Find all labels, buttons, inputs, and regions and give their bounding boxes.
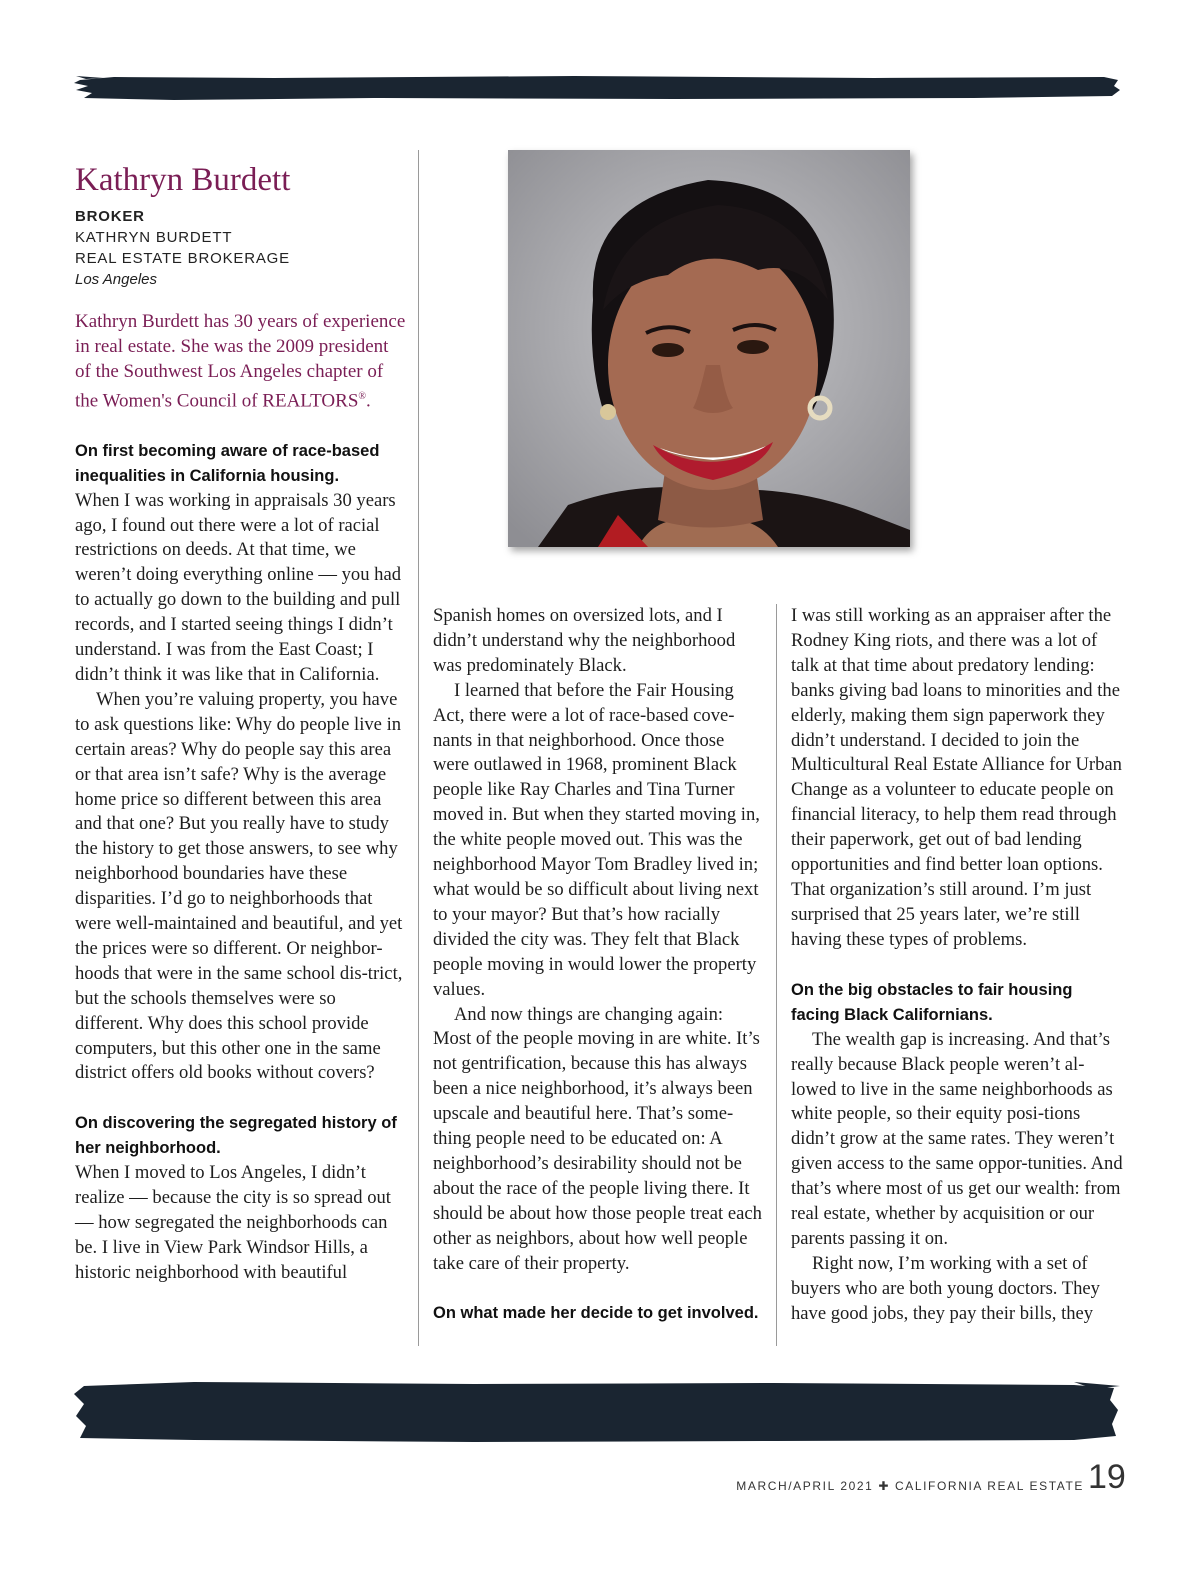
profile-meta [75, 206, 407, 290]
top-brush-stroke [74, 74, 1120, 102]
column-middle [433, 604, 765, 1326]
question-heading: On first becoming aware of race-based inequalities in California housing. [75, 441, 380, 485]
profile-name: Kathryn Burdett [75, 162, 291, 198]
paragraph: Spanish homes on oversized lots, and I didn’t understand why the neighborhood was predominately Black. [433, 605, 736, 676]
profile-bio [75, 309, 407, 413]
paragraph: When I moved to Los Angeles, I didn’t realize — because the city is so spread out — how segregated the neighborhoods can be. I live in View Park Windsor Hills, a historic neighborhood with beautiful [75, 1162, 391, 1283]
question-heading: On what made her decide to get involved. [433, 1304, 759, 1323]
column-divider [418, 150, 419, 1346]
column-right [791, 604, 1123, 1327]
bio-text: Kathryn Burdett has 30 years of experience in real estate. She was the 2009 president of the Southwest Los Angeles chapter of the Women's Council of REALTORS [75, 311, 406, 412]
paragraph: When I was working in appraisals 30 years ago, I found out there were a lot of racial restrictions on deeds. At that time, we weren’t doing everything online — you had to actually go down to the building and pull records, and I started seeing things I didn’t understand. I was from the East Coast; I didn’t think it was like that in California. [75, 489, 402, 685]
profile-company-line2: REAL ESTATE BROKERAGE [75, 250, 290, 268]
paragraph: Right now, I’m working with a set of buyers who are both young doctors. They have good jobs, they pay their bills, they [791, 1252, 1100, 1324]
paragraph: The wealth gap is increasing. And that’s really because Black people weren’t al-lowed to live in the same neighborhoods as white people, so their equity posi-tions didn’t grow at the same rates. They weren’t given access to the same oppor-tunities. And that’s where most of us get our wealth: from real estate, whether by acquisition or our parents passing it on. [791, 1028, 1123, 1249]
portrait-illustration [508, 150, 910, 547]
footer-issue: MARCH/APRIL 2021 [736, 1479, 874, 1493]
footer-separator-icon: ✚ [878, 1479, 891, 1493]
footer-publication: CALIFORNIA REAL ESTATE [894, 1479, 1084, 1493]
paragraph: I was still working as an appraiser after the Rodney King riots, and there was a lot of talk at that time about predatory lending: banks giving bad loans to minorities and the elderly, making them sign paperwork they didn’t understand. I decided to join the Multicultural Real Estate Alliance for Urban Change as a volunteer to educate people on financial literacy, to help them read through their paperwork, get out of bad lending opportunities and find better loan options. That organization’s still around. I’m just surprised that 25 years later, we’re still having these types of problems. [791, 605, 1122, 950]
paragraph: And now things are changing again: Most of the people moving in are white. It’s not gentrification, because this has always been a nice neighborhood, it’s always been upscale and beautiful here. That’s some-thing people need to be educated on: A neighborhood’s desirability should not be about the race of the people living there. It should be about how those people treat each other as neighbors, about how well people take care of their property. [433, 1003, 762, 1274]
page-number: 19 [1088, 1458, 1126, 1496]
profile-company-line1: KATHRYN BURDETT [75, 229, 233, 247]
page-footer [736, 1479, 1084, 1493]
question-heading: On the big obstacles to fair housing facing Black Californians. [791, 980, 1073, 1024]
column-divider [776, 604, 777, 1346]
profile-role: BROKER [75, 208, 145, 226]
profile-city: Los Angeles [75, 271, 158, 289]
portrait-photo [508, 150, 910, 547]
bottom-brush-stroke [74, 1380, 1120, 1444]
column-left [75, 162, 407, 1286]
paragraph: I learned that before the Fair Housing Act, there were a lot of race-based cove-nants in that neighborhood. Once those were outlawed in 1968, prominent Black people like Ray Charles and Tina Turner moved in. But when they started moving in, the white people moved out. This was the neighborhood Mayor Tom Bradley lived in; what would be so difficult about living next to your mayor? But that’s how racially divided the city was. They felt that Black people moving in would lower the property values. [433, 679, 760, 1000]
bio-end: . [366, 390, 371, 412]
question-heading: On discovering the segregated history of her neighborhood. [75, 1114, 397, 1158]
paragraph: When you’re valuing property, you have to ask questions like: Why do people live in certain areas? Why do people say this area or that area isn’t safe? Why is the average home price so different between this area and that one? But you really have to study the history to get those answers, to see why neighborhood boundaries have these disparities. I’d go to neighborhoods that were well-maintained and beautiful, and yet the prices were so different. Or neighbor-hoods that were in the same school dis-trict, but the schools themselves were so different. Why does this school provide computers, but this other one in the same district offers old books without covers? [75, 688, 403, 1084]
registered-mark: ® [358, 391, 366, 403]
